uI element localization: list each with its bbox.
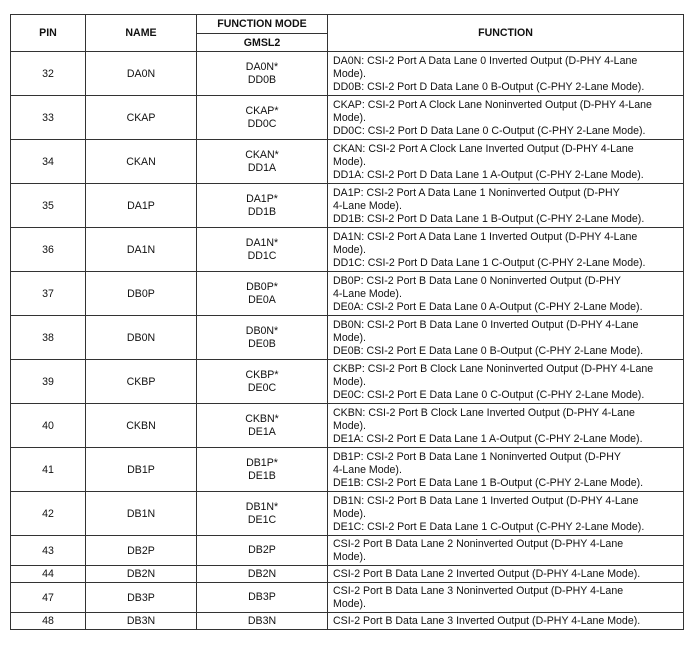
mode-line: CKBP*: [245, 368, 279, 381]
name-cell: CKBN: [86, 404, 197, 448]
mode-line: DE0A: [248, 293, 276, 306]
pin-cell: 38: [11, 316, 86, 360]
mode-line: DB0P*: [246, 280, 278, 293]
function-line: Mode).: [333, 111, 366, 124]
pin-cell: 42: [11, 492, 86, 536]
name-cell: DA1P: [86, 184, 197, 228]
table-body: [11, 52, 684, 630]
function-line: DE0A: CSI-2 Port E Data Lane 0 A-Output (C-PHY 2-Lane Mode).: [333, 300, 643, 313]
mode-line: CKAP*: [245, 104, 279, 117]
function-cell: [328, 583, 684, 613]
pin-cell: 41: [11, 448, 86, 492]
mode-line: DD1A: [247, 161, 277, 174]
function-cell: [328, 140, 684, 184]
table-row: [11, 360, 684, 404]
function-line: CKBN: CSI-2 Port B Clock Lane Inverted Output (D-PHY 4-Lane: [333, 406, 635, 419]
mode-line: DB1N*: [245, 500, 279, 513]
mode-line: DE1C: [247, 513, 277, 526]
function-line: DB1P: CSI-2 Port B Data Lane 1 Noninverted Output (D-PHY: [333, 450, 621, 463]
mode-line: CKBN*: [245, 412, 279, 425]
pin-function-table: [10, 14, 684, 630]
name-cell: CKAP: [86, 96, 197, 140]
mode-line: DA0N*: [245, 60, 279, 73]
table-row: [11, 448, 684, 492]
function-cell: [328, 272, 684, 316]
function-line: CSI-2 Port B Data Lane 2 Inverted Output (D-PHY 4-Lane Mode).: [333, 568, 641, 580]
mode-cell: [197, 613, 328, 630]
function-cell: [328, 566, 684, 583]
pin-cell: 40: [11, 404, 86, 448]
function-line: CSI-2 Port B Data Lane 3 Noninverted Output (D-PHY 4-Lane: [333, 585, 624, 597]
pin-cell: 47: [11, 583, 86, 613]
mode-cell: [197, 184, 328, 228]
table-row: [11, 613, 684, 630]
mode-line: DB0N*: [245, 324, 279, 337]
function-line: CKAP: CSI-2 Port A Clock Lane Noninverted Output (D-PHY 4-Lane: [333, 98, 652, 111]
header-name: NAME: [86, 15, 197, 52]
name-cell: DB2P: [86, 536, 197, 566]
function-line: DD0B: CSI-2 Port D Data Lane 0 B-Output (C-PHY 2-Lane Mode).: [333, 80, 645, 93]
mode-cell: [197, 228, 328, 272]
function-line: Mode).: [333, 67, 366, 80]
name-cell: CKAN: [86, 140, 197, 184]
function-line: Mode).: [333, 419, 366, 432]
function-cell: [328, 316, 684, 360]
header-pin: PIN: [11, 15, 86, 52]
mode-cell: [197, 272, 328, 316]
name-cell: DA1N: [86, 228, 197, 272]
function-line: 4-Lane Mode).: [333, 463, 402, 476]
function-line: Mode).: [333, 598, 366, 610]
pin-cell: 43: [11, 536, 86, 566]
mode-cell: [197, 52, 328, 96]
function-line: DD1C: CSI-2 Port D Data Lane 1 C-Output (C-PHY 2-Lane Mode).: [333, 256, 646, 269]
table-row: [11, 566, 684, 583]
function-line: DE0C: CSI-2 Port E Data Lane 0 C-Output (C-PHY 2-Lane Mode).: [333, 388, 645, 401]
mode-line: DE0C: [247, 381, 277, 394]
function-line: DE0B: CSI-2 Port E Data Lane 0 B-Output (C-PHY 2-Lane Mode).: [333, 344, 644, 357]
mode-cell: [197, 536, 328, 566]
pin-cell: 34: [11, 140, 86, 184]
function-line: CSI-2 Port B Data Lane 2 Noninverted Output (D-PHY 4-Lane: [333, 538, 624, 550]
function-line: DD0C: CSI-2 Port D Data Lane 0 C-Output (C-PHY 2-Lane Mode).: [333, 124, 646, 137]
name-cell: CKBP: [86, 360, 197, 404]
table-row: [11, 536, 684, 566]
mode-cell: [197, 404, 328, 448]
mode-line: DB3P: [248, 591, 276, 603]
mode-cell: [197, 448, 328, 492]
function-line: CKBP: CSI-2 Port B Clock Lane Noninverted Output (D-PHY 4-Lane: [333, 362, 654, 375]
mode-cell: [197, 583, 328, 613]
name-cell: DB0N: [86, 316, 197, 360]
name-cell: DB2N: [86, 566, 197, 583]
function-line: Mode).: [333, 243, 366, 256]
mode-cell: [197, 316, 328, 360]
table-row: [11, 96, 684, 140]
table-row: [11, 140, 684, 184]
mode-line: DB1P*: [246, 456, 278, 469]
mode-cell: [197, 140, 328, 184]
table-row: [11, 316, 684, 360]
function-line: Mode).: [333, 331, 366, 344]
mode-cell: [197, 566, 328, 583]
name-cell: DB0P: [86, 272, 197, 316]
mode-line: DD0B: [247, 73, 277, 86]
function-line: Mode).: [333, 507, 366, 520]
function-line: DE1A: CSI-2 Port E Data Lane 1 A-Output (C-PHY 2-Lane Mode).: [333, 432, 643, 445]
function-line: Mode).: [333, 375, 366, 388]
pin-cell: 39: [11, 360, 86, 404]
mode-line: DA1P*: [246, 192, 278, 205]
name-cell: DB1N: [86, 492, 197, 536]
function-line: DB1N: CSI-2 Port B Data Lane 1 Inverted Output (D-PHY 4-Lane: [333, 494, 639, 507]
mode-line: DE0B: [248, 337, 276, 350]
function-line: Mode).: [333, 551, 366, 563]
pin-cell: 37: [11, 272, 86, 316]
mode-line: DE1A: [248, 425, 276, 438]
mode-cell: [197, 360, 328, 404]
function-line: Mode).: [333, 155, 366, 168]
pin-cell: 33: [11, 96, 86, 140]
header-function: FUNCTION: [328, 15, 684, 52]
table-row: [11, 492, 684, 536]
function-line: DD1B: CSI-2 Port D Data Lane 1 B-Output (C-PHY 2-Lane Mode).: [333, 212, 645, 225]
function-cell: [328, 448, 684, 492]
mode-line: DB2P: [248, 544, 276, 556]
pin-cell: 32: [11, 52, 86, 96]
header-gmsl2: GMSL2: [197, 34, 328, 52]
table-row: [11, 184, 684, 228]
function-line: DD1A: CSI-2 Port D Data Lane 1 A-Output (C-PHY 2-Lane Mode).: [333, 168, 644, 181]
mode-cell: [197, 96, 328, 140]
function-cell: [328, 184, 684, 228]
function-cell: [328, 96, 684, 140]
mode-line: DB3N: [247, 614, 277, 627]
mode-line: DA1N*: [245, 236, 279, 249]
mode-line: DD1B: [247, 205, 277, 218]
function-cell: [328, 613, 684, 630]
function-line: DA1P: CSI-2 Port A Data Lane 1 Noninverted Output (D-PHY: [333, 186, 620, 199]
table-row: [11, 52, 684, 96]
table-row: [11, 272, 684, 316]
name-cell: DB3N: [86, 613, 197, 630]
mode-line: DD0C: [247, 117, 277, 130]
function-line: 4-Lane Mode).: [333, 287, 402, 300]
table-row: [11, 404, 684, 448]
mode-line: DE1B: [248, 469, 276, 482]
function-cell: [328, 404, 684, 448]
function-line: DA1N: CSI-2 Port A Data Lane 1 Inverted Output (D-PHY 4-Lane: [333, 230, 638, 243]
pin-cell: 44: [11, 566, 86, 583]
function-cell: [328, 536, 684, 566]
function-line: DE1C: CSI-2 Port E Data Lane 1 C-Output (C-PHY 2-Lane Mode).: [333, 520, 645, 533]
mode-line: CKAN*: [245, 148, 279, 161]
function-line: CSI-2 Port B Data Lane 3 Inverted Output (D-PHY 4-Lane Mode).: [333, 615, 641, 627]
function-cell: [328, 52, 684, 96]
mode-line: DB2N: [247, 567, 277, 580]
table-row: [11, 228, 684, 272]
function-cell: [328, 228, 684, 272]
function-line: 4-Lane Mode).: [333, 199, 402, 212]
function-line: DA0N: CSI-2 Port A Data Lane 0 Inverted Output (D-PHY 4-Lane: [333, 54, 638, 67]
function-cell: [328, 360, 684, 404]
function-line: CKAN: CSI-2 Port A Clock Lane Inverted Output (D-PHY 4-Lane: [333, 142, 634, 155]
pin-cell: 35: [11, 184, 86, 228]
mode-cell: [197, 492, 328, 536]
mode-line: DD1C: [247, 249, 277, 262]
name-cell: DA0N: [86, 52, 197, 96]
table-row: [11, 583, 684, 613]
function-line: DB0N: CSI-2 Port B Data Lane 0 Inverted Output (D-PHY 4-Lane: [333, 318, 639, 331]
function-line: DB0P: CSI-2 Port B Data Lane 0 Noninverted Output (D-PHY: [333, 274, 621, 287]
pin-cell: 36: [11, 228, 86, 272]
name-cell: DB1P: [86, 448, 197, 492]
function-cell: [328, 492, 684, 536]
pin-cell: 48: [11, 613, 86, 630]
name-cell: DB3P: [86, 583, 197, 613]
function-line: DE1B: CSI-2 Port E Data Lane 1 B-Output (C-PHY 2-Lane Mode).: [333, 476, 644, 489]
header-function-mode: FUNCTION MODE: [197, 15, 328, 34]
